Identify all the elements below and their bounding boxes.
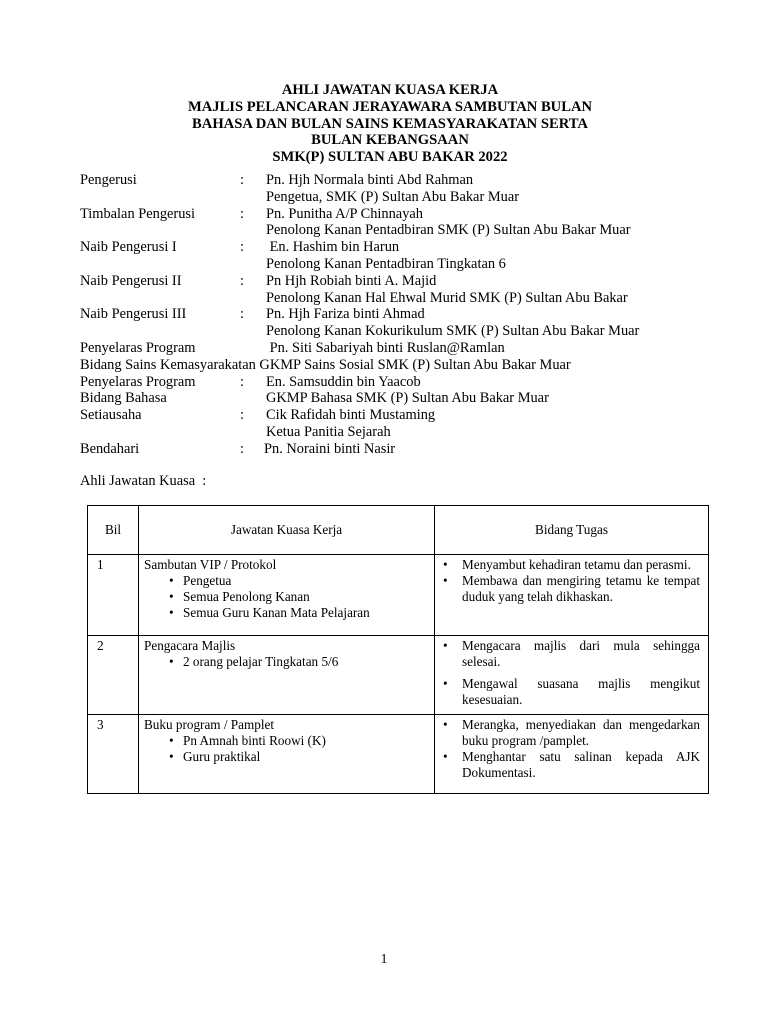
officer-role: Setiausaha [80, 407, 142, 424]
officer-row [80, 239, 700, 256]
title-line: AHLI JAWATAN KUASA KERJA [281, 82, 499, 98]
officer-name: Cik Rafidah binti Mustaming [266, 407, 436, 424]
tugas-item: • Membawa dan mengiring tetamu ke tempat duduk yang telah dikhaskan. [462, 573, 700, 605]
officer-name: Penolong Kanan Pentadbiran SMK (P) Sultan Abu Bakar Muar [266, 222, 631, 239]
officer-row [80, 256, 700, 273]
officer-row [80, 206, 700, 223]
row-tugas [435, 555, 709, 636]
row-tugas [435, 636, 709, 715]
member-item: • Pengetua [183, 573, 434, 589]
officer-colon: : [240, 272, 244, 289]
row-jawatan [139, 636, 435, 715]
member-item: • Semua Penolong Kanan [183, 589, 434, 605]
table-header-row [88, 506, 709, 555]
officer-colon: : [240, 306, 244, 323]
tugas-item: • Menyambut kehadiran tetamu dan perasmi. [462, 557, 700, 573]
officer-name: Penolong Kanan Hal Ehwal Murid SMK (P) Sultan Abu Bakar [266, 289, 628, 306]
member-item: • 2 orang pelajar Tingkatan 5/6 [183, 654, 434, 670]
officer-row [80, 340, 700, 357]
officer-role: Bendahari [80, 440, 140, 457]
title-line: MAJLIS PELANCARAN JERAYAWARA SAMBUTAN BULAN [187, 98, 593, 115]
tugas-item: • Merangka, menyediakan dan mengedarkan buku program /pamplet. [462, 717, 700, 749]
row-bil: 3 [88, 715, 139, 794]
officer-role: Penyelaras Program [80, 373, 196, 390]
officer-role: Naib Pengerusi II [80, 272, 182, 289]
tugas-item: • Menghantar satu salinan kepada AJK Dokumentasi. [462, 749, 700, 781]
officer-name: Pn. Noraini binti Nasir [264, 440, 396, 457]
officer-row [80, 323, 700, 340]
officer-name: GKMP Bahasa SMK (P) Sultan Abu Bakar Muar [266, 390, 549, 407]
officer-line: Bidang Sains Kemasyarakatan GKMP Sains Sosial SMK (P) Sultan Abu Bakar Muar [80, 356, 571, 373]
member-list [144, 733, 434, 765]
header-tugas: Bidang Tugas [435, 506, 709, 555]
header-jawatan: Jawatan Kuasa Kerja [139, 506, 435, 555]
officer-row [80, 189, 700, 206]
officer-colon: : [240, 205, 244, 222]
jawatan-title: Sambutan VIP / Protokol [144, 557, 277, 572]
officer-name: Pn. Siti Sabariyah binti Ruslan@Ramlan [266, 339, 505, 356]
officer-colon: : [240, 239, 244, 256]
officer-row [80, 306, 700, 323]
officer-colon: : [240, 172, 244, 188]
tugas-item: • Mengacara majlis dari mula sehingga selesai. [462, 638, 700, 670]
tugas-list [462, 557, 700, 605]
officer-role: Naib Pengerusi I [80, 239, 177, 256]
officer-row [80, 390, 700, 407]
officer-name: Pn. Hjh Normala binti Abd Rahman [266, 172, 474, 188]
table-row [88, 715, 709, 794]
officer-role: Penyelaras Program [80, 339, 196, 356]
tugas-item: • Mengawal suasana majlis mengikut kesesuaian. [462, 676, 700, 708]
officer-row [80, 441, 700, 458]
officer-name: Penolong Kanan Kokurikulum SMK (P) Sultan Abu Bakar Muar [266, 323, 640, 340]
officer-row [80, 172, 700, 189]
officer-role: Naib Pengerusi III [80, 306, 187, 323]
officer-name: Pn Hjh Robiah binti A. Majid [266, 272, 437, 289]
member-list [144, 573, 434, 621]
header-bil: Bil [88, 506, 139, 555]
officer-row [80, 407, 700, 424]
table-row [88, 555, 709, 636]
officer-name: En. Hashim bin Harun [266, 239, 400, 256]
row-tugas [435, 715, 709, 794]
title-line: BULAN KEBANGSAAN [311, 132, 469, 149]
officer-row [80, 290, 700, 307]
committee-heading: Ahli Jawatan Kuasa : [80, 473, 207, 489]
officer-row [80, 424, 700, 441]
officer-colon: : [240, 373, 244, 390]
jawatan-title: Pengacara Majlis [144, 638, 236, 653]
officer-row [80, 374, 700, 391]
title-line: SMK(P) SULTAN ABU BAKAR 2022 [272, 149, 508, 166]
row-bil: 1 [88, 555, 139, 636]
tugas-list [462, 638, 700, 708]
officer-row [80, 222, 700, 239]
page-number: 1 [380, 951, 388, 966]
officer-row [80, 273, 700, 290]
row-jawatan [139, 555, 435, 636]
officer-row [80, 357, 700, 374]
officer-colon: : [240, 440, 244, 457]
table-row [88, 636, 709, 715]
member-list [144, 654, 434, 670]
committee-table [87, 505, 709, 794]
officer-name: Pn. Punitha A/P Chinnayah [266, 205, 423, 222]
officer-role: Pengerusi [80, 172, 137, 188]
jawatan-title: Buku program / Pamplet [144, 717, 275, 732]
officer-name: En. Samsuddin bin Yaacob [266, 373, 421, 390]
officers-list [80, 172, 700, 458]
officer-role: Bidang Bahasa [80, 390, 167, 407]
officer-name: Ketua Panitia Sejarah [266, 423, 391, 440]
member-item: • Pn Amnah binti Roowi (K) [183, 733, 434, 749]
officer-role: Timbalan Pengerusi [80, 205, 195, 222]
row-bil: 2 [88, 636, 139, 715]
document-title [80, 82, 700, 166]
tugas-list [462, 717, 700, 781]
officer-colon: : [240, 407, 244, 424]
member-item: • Guru praktikal [183, 749, 434, 765]
row-jawatan [139, 715, 435, 794]
officer-name: Pengetua, SMK (P) Sultan Abu Bakar Muar [266, 188, 520, 205]
title-line: BAHASA DAN BULAN SAINS KEMASYARAKATAN SERTA [192, 115, 588, 132]
member-item: • Semua Guru Kanan Mata Pelajaran [183, 605, 434, 621]
officer-name: Penolong Kanan Pentadbiran Tingkatan 6 [266, 255, 506, 272]
officer-name: Pn. Hjh Fariza binti Ahmad [266, 306, 425, 323]
